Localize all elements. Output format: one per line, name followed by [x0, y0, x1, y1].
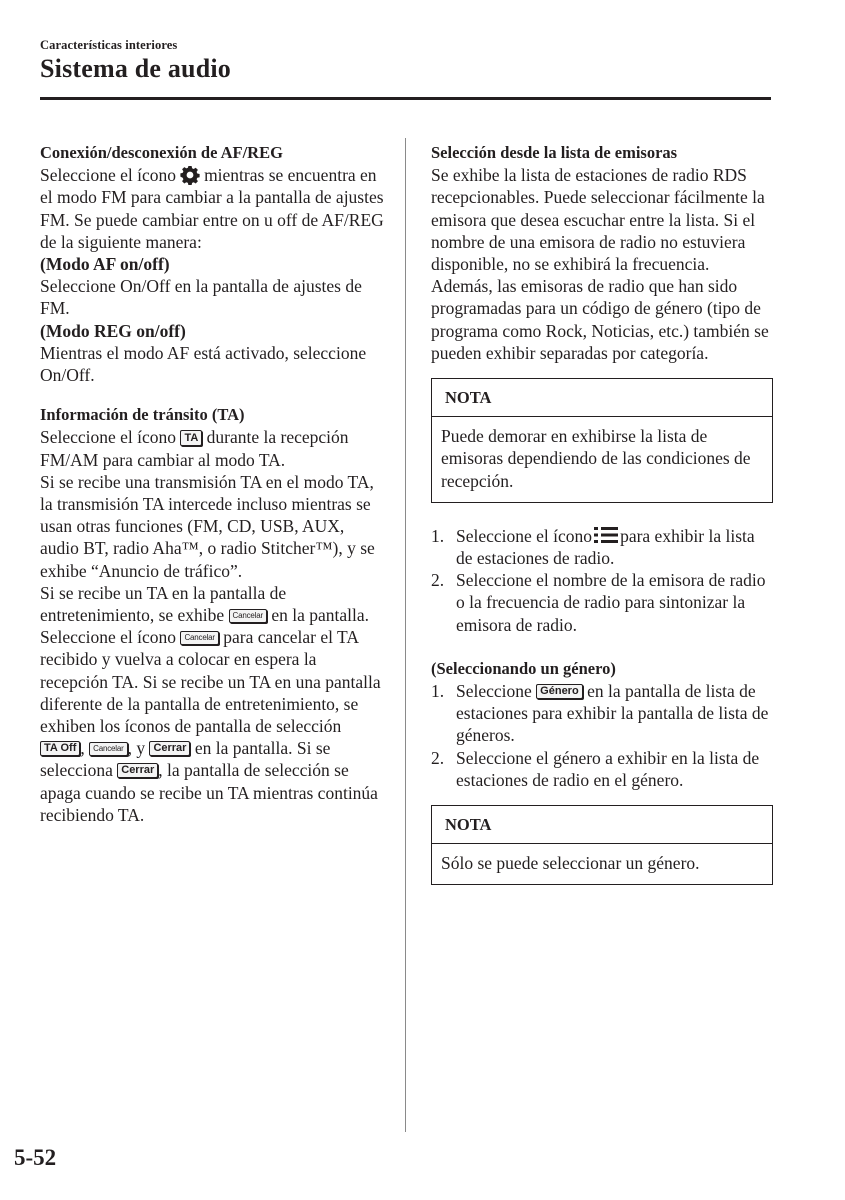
station-steps [431, 525, 773, 636]
cerrar-key-icon: Cerrar [117, 763, 158, 778]
note-box [431, 378, 773, 503]
cancelar-key-icon: Cancelar [229, 609, 267, 623]
list-icon [594, 526, 618, 542]
af-reg-paragraph [40, 164, 385, 253]
list-item [431, 569, 773, 636]
af-reg-heading: Conexión/desconexión de AF/REG [40, 143, 283, 162]
ta-p3-e: , la pantalla de selección se apaga cuando se recibe un TA mientras continúa recibiendo TA. [40, 760, 378, 825]
ta-p3-c: para cancelar el TA recibido y vuelva a colocar en espera la recepción TA. Si se recibe un TA en una pantalla diferente de la pantalla de entretenimiento, se exhiben los íconos de pantalla de selección [40, 627, 381, 737]
genero-key-icon: Género [536, 684, 583, 699]
cancelar-key-icon: Cancelar [89, 742, 127, 756]
list-item [431, 747, 773, 791]
gear-icon [180, 165, 200, 185]
ta-p3-d: en la pantalla. Si se selecciona [40, 738, 331, 781]
step-number: 2. [431, 570, 445, 591]
step-text: Seleccione el género a exhibir en la lista de estaciones de radio en el género. [456, 747, 760, 790]
left-column [40, 142, 385, 826]
station-list-heading: Selección desde la lista de emisoras [431, 143, 678, 162]
mode-reg-text: Mientras el modo AF está activado, seleccione On/Off. [40, 342, 367, 386]
genre-heading: (Seleccionando un género) [431, 658, 616, 678]
right-column [431, 142, 773, 907]
mode-reg-label: (Modo REG on/off) [40, 320, 186, 341]
column-divider [405, 138, 406, 1132]
title-rule [40, 97, 771, 100]
note-label: NOTA [432, 806, 772, 844]
ta-paragraph-2: Si se recibe una transmisión TA en el modo TA, la transmisión TA intercede incluso mientras se usan otras funciones (FM, CD, USB, AUX, audio BT, radio Aha™, o radio Stitcher™), y se exhibe “Anuncio de tráfico”. [40, 471, 375, 581]
note-text: Sólo se puede seleccionar un género. [441, 853, 700, 874]
section-label: Características interiores [40, 38, 178, 52]
af-p1-before: Seleccione el ícono [40, 165, 177, 186]
note-box [431, 805, 773, 885]
list-item [431, 680, 773, 747]
ta-p3-b: en la pantalla. Seleccione el ícono [40, 605, 370, 648]
mode-af-text: Seleccione On/Off en la pantalla de ajustes de FM. [40, 276, 362, 319]
page-number: 5-52 [14, 1145, 57, 1170]
ta-paragraph-1 [40, 426, 385, 470]
ta-heading: Información de tránsito (TA) [40, 405, 245, 425]
step-text: Seleccione el nombre de la emisora de radio o la frecuencia de radio para sintonizar la emisora de radio. [456, 570, 766, 635]
genre-steps [431, 680, 773, 791]
step-text-before: Seleccione [456, 681, 532, 702]
ta-p1-before: Seleccione el ícono [40, 427, 177, 448]
af-p1-after: mientras se encuentra en el modo FM para cambiar a la pantalla de ajustes FM. Se puede cambiar entre on u off de AF/REG de la siguiente manera: [40, 165, 384, 252]
cerrar-key-icon: Cerrar [149, 741, 190, 756]
list-item [431, 525, 773, 569]
mode-af-label: (Modo AF on/off) [40, 254, 170, 275]
separator-comma-y: , y [127, 738, 146, 759]
separator-comma: , [80, 738, 85, 759]
step-number: 1. [431, 525, 445, 546]
ta-p1-after: durante la recepción FM/AM para cambiar al modo TA. [40, 427, 349, 470]
cancelar-key-icon: Cancelar [180, 631, 218, 645]
ta-off-key-icon: TA Off [40, 741, 80, 756]
step-text-before: Seleccione el ícono [456, 525, 593, 546]
ta-key-icon: TA [180, 430, 202, 446]
station-list-paragraph: Se exhibe la lista de estaciones de radio RDS recepcionables. Puede seleccionar fácilmente la emisora que desea escuchar entre la lista. Si el nombre de una emisora de radio no estuviera disponible, no se exhibirá la frecuencia. Además, las emisoras de radio que han sido programadas para un código de género (tipo de programa como Rock, Noticias, etc.) también se pueden exhibir separadas por categoría. [431, 165, 769, 363]
ta-paragraph-3 [40, 582, 385, 826]
step-text-after: en la pantalla de lista de estaciones para exhibir la pantalla de lista de géneros. [456, 681, 769, 746]
note-label: NOTA [432, 379, 772, 417]
step-number: 1. [431, 681, 445, 702]
page-title: Sistema de audio [40, 54, 232, 83]
step-text-after: para exhibir la lista de estaciones de radio. [456, 525, 755, 569]
note-text: Puede demorar en exhibirse la lista de emisoras dependiendo de las condiciones de recepción. [441, 426, 751, 491]
ta-p3-a: Si se recibe un TA en la pantalla de entretenimiento, se exhibe [40, 582, 287, 626]
step-number: 2. [431, 747, 445, 768]
